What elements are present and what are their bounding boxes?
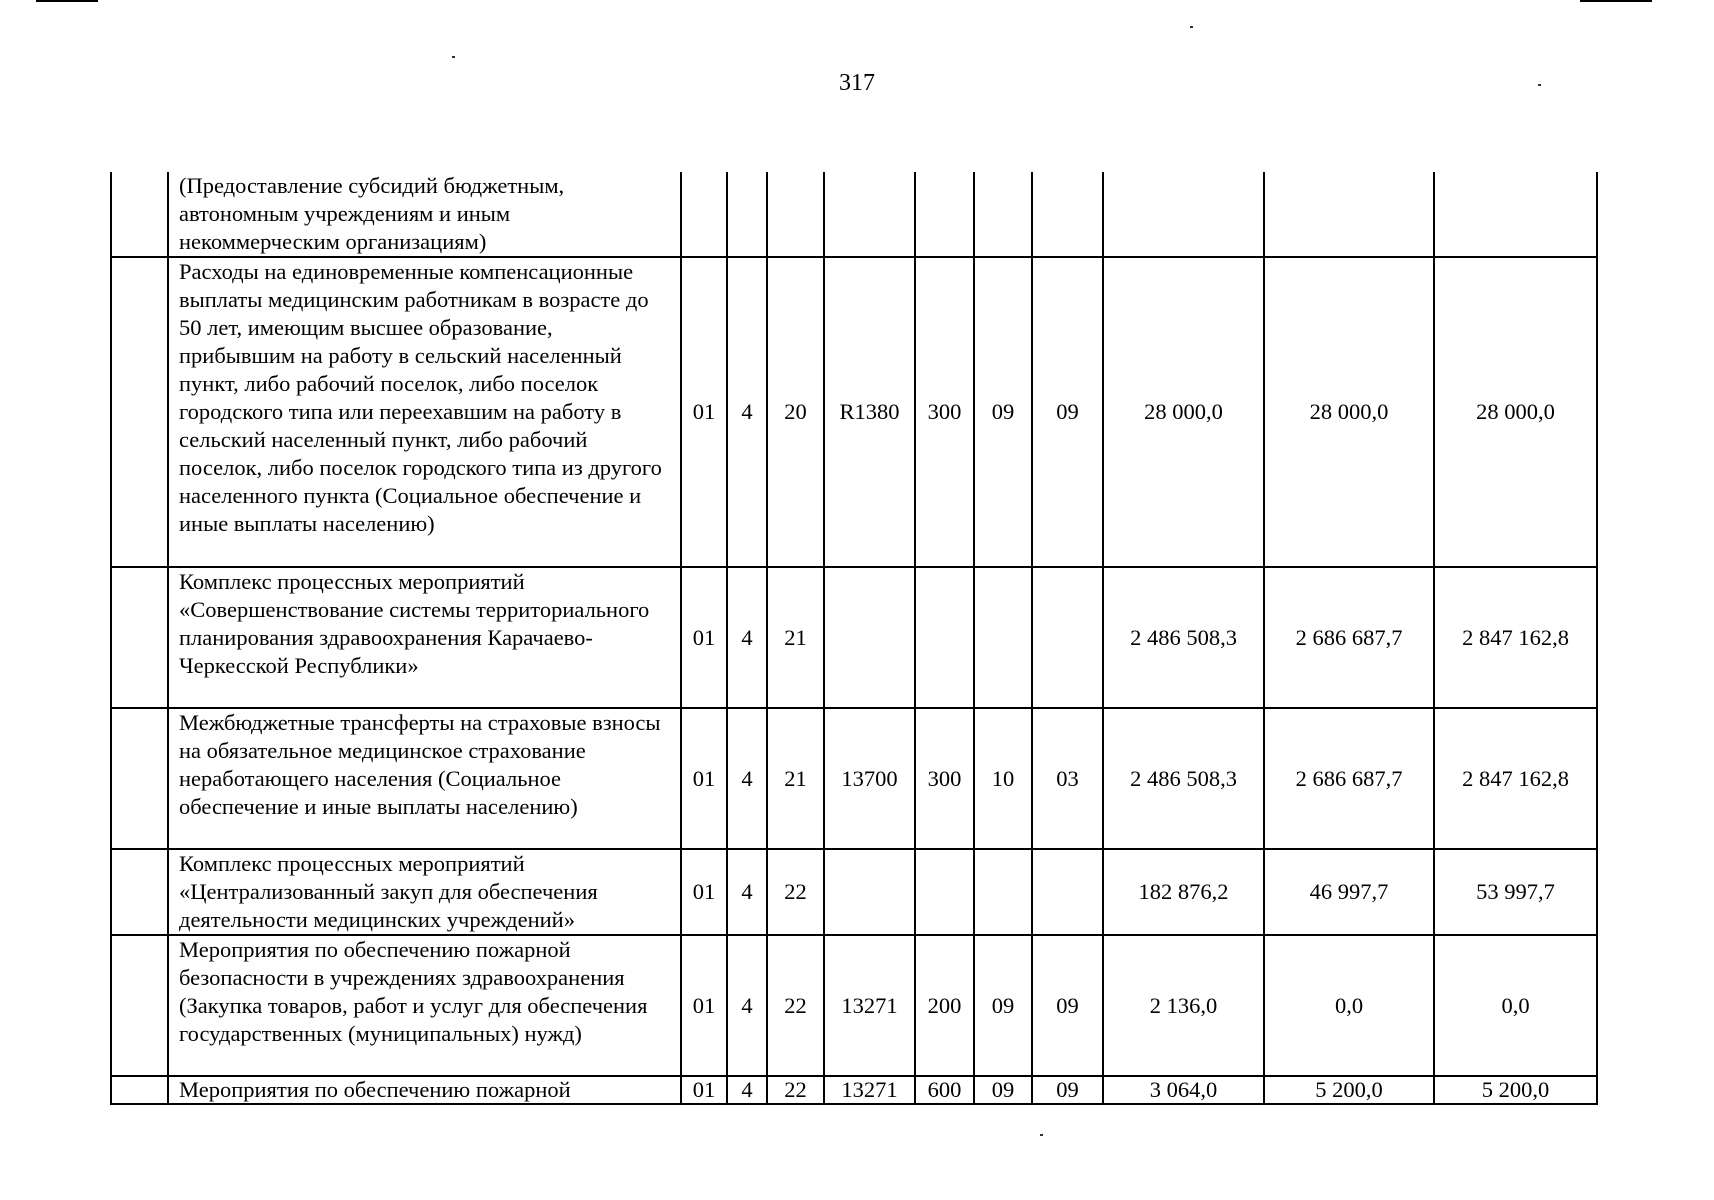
code-cell: [681, 172, 727, 257]
code-cell: 01: [681, 1076, 727, 1104]
amount-cell: 2 686 687,7: [1264, 567, 1434, 708]
code-cell: [824, 172, 915, 257]
code-cell: 09: [1032, 257, 1103, 567]
amount-cell: 2 486 508,3: [1103, 708, 1264, 849]
table-row: [111, 567, 1597, 708]
amount-cell: [1434, 172, 1597, 257]
budget-table: [110, 172, 1598, 1105]
code-cell: 10: [974, 708, 1032, 849]
code-cell: 22: [767, 935, 824, 1076]
scan-edge-mark-left: [36, 0, 98, 2]
code-cell: [915, 567, 974, 708]
amount-cell: 2 136,0: [1103, 935, 1264, 1076]
code-cell: [974, 172, 1032, 257]
page-number: 317: [839, 70, 875, 96]
scan-edge-mark-right: [1580, 0, 1652, 2]
code-cell: 4: [727, 935, 767, 1076]
code-cell: [915, 172, 974, 257]
row-index-cell: [111, 257, 168, 567]
row-index-cell: [111, 708, 168, 849]
row-description: (Предоставление субсидий бюджетным, автономным учреждениям и иным некоммерческим организациям): [168, 172, 681, 257]
amount-cell: 28 000,0: [1103, 257, 1264, 567]
code-cell: 4: [727, 849, 767, 935]
amount-cell: 28 000,0: [1264, 257, 1434, 567]
code-cell: 09: [974, 257, 1032, 567]
code-cell: 21: [767, 567, 824, 708]
code-cell: 300: [915, 257, 974, 567]
amount-cell: [1103, 172, 1264, 257]
amount-cell: 46 997,7: [1264, 849, 1434, 935]
code-cell: [1032, 849, 1103, 935]
row-description: Мероприятия по обеспечению пожарной безопасности в учреждениях здравоохранения (Закупка товаров, работ и услуг для обеспечения государственных (муниципальных) нужд): [168, 935, 681, 1076]
row-index-cell: [111, 935, 168, 1076]
scan-speck: [1190, 26, 1193, 28]
code-cell: [767, 172, 824, 257]
code-cell: R1380: [824, 257, 915, 567]
code-cell: 13271: [824, 1076, 915, 1104]
code-cell: 4: [727, 708, 767, 849]
code-cell: 22: [767, 1076, 824, 1104]
code-cell: 21: [767, 708, 824, 849]
code-cell: 01: [681, 935, 727, 1076]
code-cell: [1032, 172, 1103, 257]
code-cell: 200: [915, 935, 974, 1076]
table-row: [111, 172, 1597, 257]
code-cell: 01: [681, 849, 727, 935]
code-cell: 01: [681, 567, 727, 708]
amount-cell: 5 200,0: [1264, 1076, 1434, 1104]
code-cell: 600: [915, 1076, 974, 1104]
row-description: Комплекс процессных мероприятий «Централизованный закуп для обеспечения деятельности медицинских учреждений»: [168, 849, 681, 935]
amount-cell: 2 847 162,8: [1434, 567, 1597, 708]
code-cell: [974, 849, 1032, 935]
amount-cell: 5 200,0: [1434, 1076, 1597, 1104]
row-description: Расходы на единовременные компенсационные выплаты медицинским работникам в возрасте до 50 лет, имеющим высшее образование, прибывшим на работу в сельский населенный пункт, либо рабочий поселок, либо поселок городского типа или переехавшим на работу в сельский населенный пункт, либо рабочий поселок, либо поселок городского типа из другого населенного пункта (Социальное обеспечение и иные выплаты населению): [168, 257, 681, 567]
code-cell: 4: [727, 1076, 767, 1104]
amount-cell: 3 064,0: [1103, 1076, 1264, 1104]
code-cell: 20: [767, 257, 824, 567]
code-cell: 4: [727, 567, 767, 708]
code-cell: 09: [1032, 1076, 1103, 1104]
row-description: Комплекс процессных мероприятий «Совершенствование системы территориального планирования здравоохранения Карачаево-Черкесской Республики»: [168, 567, 681, 708]
code-cell: 13700: [824, 708, 915, 849]
code-cell: 01: [681, 708, 727, 849]
amount-cell: 182 876,2: [1103, 849, 1264, 935]
table-row: [111, 257, 1597, 567]
table-row: [111, 935, 1597, 1076]
code-cell: [727, 172, 767, 257]
amount-cell: 0,0: [1434, 935, 1597, 1076]
row-index-cell: [111, 567, 168, 708]
amount-cell: 2 847 162,8: [1434, 708, 1597, 849]
table-row: [111, 849, 1597, 935]
row-index-cell: [111, 1076, 168, 1104]
code-cell: [824, 849, 915, 935]
code-cell: 01: [681, 257, 727, 567]
row-index-cell: [111, 172, 168, 257]
code-cell: 09: [974, 1076, 1032, 1104]
amount-cell: 0,0: [1264, 935, 1434, 1076]
table-row: [111, 708, 1597, 849]
code-cell: [824, 567, 915, 708]
row-description: Мероприятия по обеспечению пожарной: [168, 1076, 681, 1104]
code-cell: [974, 567, 1032, 708]
code-cell: [915, 849, 974, 935]
code-cell: 13271: [824, 935, 915, 1076]
amount-cell: 2 686 687,7: [1264, 708, 1434, 849]
code-cell: [1032, 567, 1103, 708]
code-cell: 03: [1032, 708, 1103, 849]
code-cell: 09: [1032, 935, 1103, 1076]
amount-cell: 53 997,7: [1434, 849, 1597, 935]
amount-cell: [1264, 172, 1434, 257]
code-cell: 09: [974, 935, 1032, 1076]
row-description: Межбюджетные трансферты на страховые взносы на обязательное медицинское страхование неработающего населения (Социальное обеспечение и иные выплаты населению): [168, 708, 681, 849]
amount-cell: 2 486 508,3: [1103, 567, 1264, 708]
code-cell: 22: [767, 849, 824, 935]
row-index-cell: [111, 849, 168, 935]
scan-speck: [452, 56, 455, 58]
amount-cell: 28 000,0: [1434, 257, 1597, 567]
code-cell: 4: [727, 257, 767, 567]
table-row: [111, 1076, 1597, 1104]
scan-speck: [1040, 1134, 1043, 1136]
code-cell: 300: [915, 708, 974, 849]
